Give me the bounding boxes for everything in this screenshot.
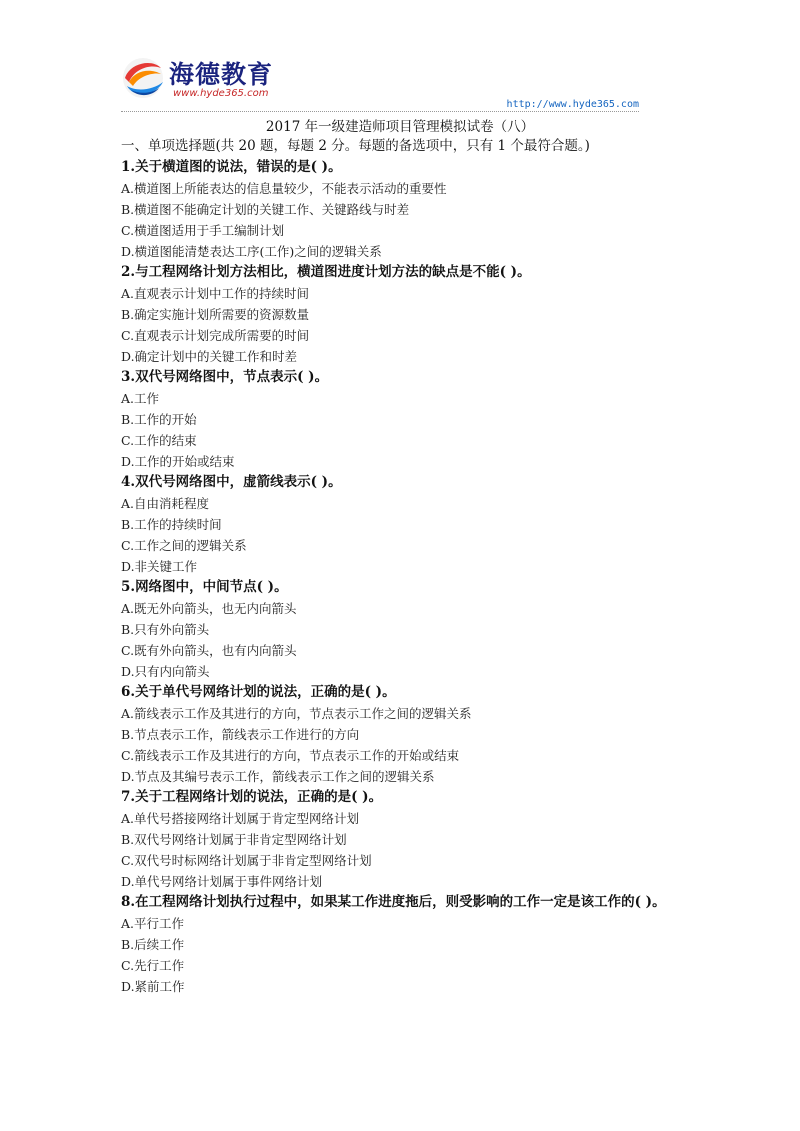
option-a: A.单代号搭接网络计划属于肯定型网络计划 [121,811,360,826]
question-text: 5.网络图中，中间节点( )。 [121,579,288,595]
option-d: D.非关键工作 [121,559,198,574]
option-a: A.自由消耗程度 [121,496,210,511]
question-text: 7.关于工程网络计划的说法，正确的是( )。 [121,789,383,805]
question-7 [121,787,691,892]
option-a: A.直观表示计划中工作的持续时间 [121,286,310,301]
question-text: 4.双代号网络图中，虚箭线表示( )。 [121,474,342,490]
option-b: B.节点表示工作，箭线表示工作进行的方向 [121,727,360,742]
question-5 [121,577,691,682]
option-d: D.单代号网络计划属于事件网络计划 [121,874,323,889]
section-heading: 一、单项选择题(共 20 题，每题 2 分。每题的备选项中，只有 1 个最符合题。) [121,138,590,154]
question-text: 2.与工程网络计划方法相比，横道图进度计划方法的缺点是不能( )。 [121,264,531,280]
option-d: D.紧前工作 [121,979,185,994]
option-c: C.直观表示计划完成所需要的时间 [121,328,310,343]
option-c: C.既有外向箭头，也有内向箭头 [121,643,297,658]
question-6 [121,682,691,787]
question-2 [121,262,691,367]
option-c: C.横道图适用于手工编制计划 [121,223,285,238]
logo [121,52,291,108]
option-d: D.确定计划中的关键工作和时差 [121,349,298,364]
option-c: C.双代号时标网络计划属于非肯定型网络计划 [121,853,372,868]
question-text: 1.关于横道图的说法，错误的是( )。 [121,159,342,175]
question-text: 3.双代号网络图中，节点表示( )。 [121,369,329,385]
page-header [121,52,681,110]
question-3 [121,367,691,472]
logo-emblem-icon [121,56,169,104]
option-b: B.双代号网络计划属于非肯定型网络计划 [121,832,347,847]
question-text: 8.在工程网络计划执行过程中，如果某工作进度拖后，则受影响的工作一定是该工作的( )。 [121,894,666,910]
option-d: D.工作的开始或结束 [121,454,235,469]
option-d: D.节点及其编号表示工作，箭线表示工作之间的逻辑关系 [121,769,435,784]
exam-content [121,136,691,997]
option-c: C.工作的结束 [121,433,197,448]
option-b: B.确定实施计划所需要的资源数量 [121,307,310,322]
option-a: A.工作 [121,391,160,406]
logo-url: www.hyde365.com [173,88,269,99]
question-4 [121,472,691,577]
option-c: C.先行工作 [121,958,185,973]
site-url-link[interactable]: http://www.hyde365.com [506,99,639,110]
option-b: B.工作的持续时间 [121,517,222,532]
option-b: B.横道图不能确定计划的关键工作、关键路线与时差 [121,202,410,217]
question-1 [121,157,691,262]
logo-name: 海德教育 [169,60,274,89]
option-a: A.横道图上所能表达的信息量较少，不能表示活动的重要性 [121,181,447,196]
option-a: A.平行工作 [121,916,185,931]
option-d: D.横道图能清楚表达工序(工作)之间的逻辑关系 [121,244,382,259]
option-b: B.工作的开始 [121,412,197,427]
option-d: D.只有内向箭头 [121,664,210,679]
option-a: A.既无外向箭头，也无内向箭头 [121,601,297,616]
option-b: B.后续工作 [121,937,185,952]
header-divider [121,111,639,112]
option-c: C.箭线表示工作及其进行的方向，节点表示工作的开始或结束 [121,748,460,763]
option-b: B.只有外向箭头 [121,622,210,637]
option-a: A.箭线表示工作及其进行的方向，节点表示工作之间的逻辑关系 [121,706,472,721]
question-8 [121,892,691,997]
page-title: 2017 年一级建造师项目管理模拟试卷（八） [265,119,535,135]
option-c: C.工作之间的逻辑关系 [121,538,247,553]
question-text: 6.关于单代号网络计划的说法，正确的是( )。 [121,684,396,700]
